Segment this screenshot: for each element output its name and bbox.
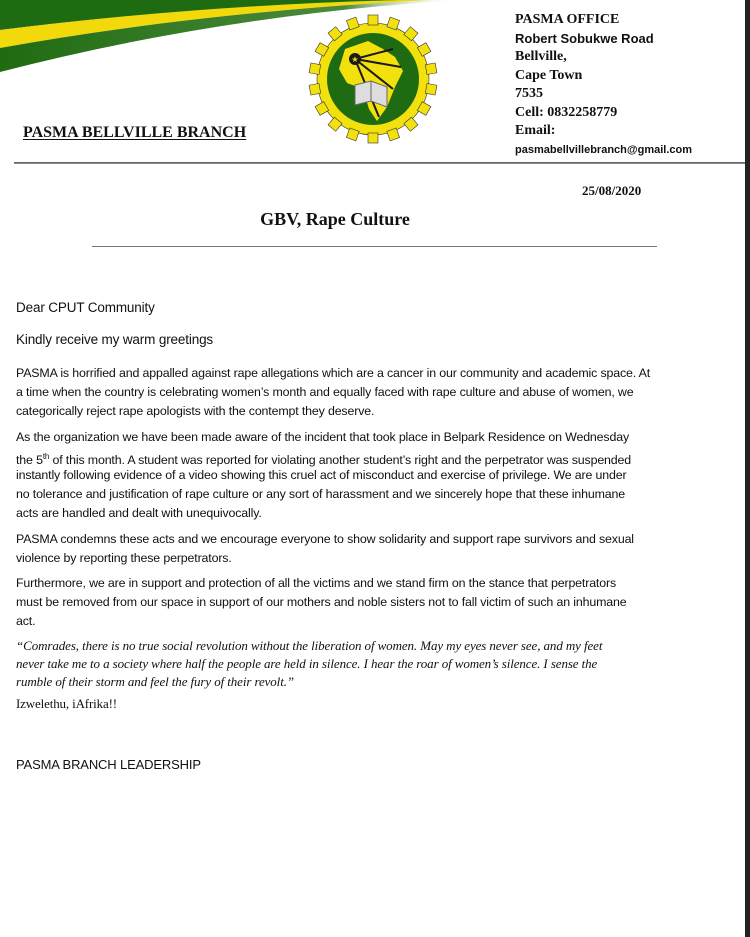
text-line: As the organization we have been made aware of the incident that took place in Belpark Residence on Wednesday (16, 430, 629, 444)
text-line: no tolerance and justification of rape culture or any sort of harassment and we sincerely hope that these inhumane (16, 487, 625, 501)
address-suburb: Bellville, (515, 49, 567, 64)
letter-date: 25/08/2020 (582, 183, 642, 198)
text-line: PASMA condemns these acts and we encourage everyone to show solidarity and support rape survivors and sexual (16, 532, 634, 546)
address-postal-code: 7535 (515, 86, 543, 101)
office-address (515, 11, 692, 159)
text-line: “Comrades, there is no true social revolution without the liberation of women. May my eyes never see, and my feet (16, 638, 603, 653)
ordinal-suffix: th (42, 452, 50, 461)
email-address[interactable]: pasmabellvillebranch@gmail.com (515, 143, 693, 156)
office-title: PASMA OFFICE (515, 12, 620, 27)
paragraph-3 (16, 530, 634, 568)
text-line: PASMA is horrified and appalled against rape allegations which are a cancer in our community and academic space. At (16, 366, 651, 380)
text-line: never take me to a society where half the people are held in silence. I hear the roar of women’s silence. I sense the (16, 656, 598, 671)
text-line: Furthermore, we are in support and protection of all the victims and we stand firm on the stance that perpetrators (16, 576, 616, 590)
quote (16, 637, 602, 691)
text-line: categorically reject rape apologists with the contempt they deserve. (16, 404, 375, 418)
closing: Izwelethu, iAfrika!! (16, 696, 117, 711)
text-line: instantly following evidence of a video showing this cruel act of misconduct and exercise of privilege. We are under (16, 468, 627, 482)
text-line: acts are handled and dealt with unequivocally. (16, 506, 262, 520)
paragraph-4 (16, 574, 626, 631)
greeting: Kindly receive my warm greetings (16, 332, 214, 347)
signature: PASMA BRANCH LEADERSHIP (16, 757, 201, 772)
text-line: a time when the country is celebrating women’s month and equally faced with rape culture and abuse of women, we (16, 385, 634, 399)
address-street: Robert Sobukwe Road (515, 30, 654, 46)
text-line: rumble of their storm and feel the fury of their revolt.” (16, 674, 294, 689)
pasma-logo (308, 14, 438, 144)
text-line: act. (16, 614, 36, 628)
salutation: Dear CPUT Community (16, 300, 155, 315)
paragraph-1 (16, 364, 650, 421)
header-divider (14, 162, 750, 164)
branch-name: PASMA BELLVILLE BRANCH (23, 124, 247, 141)
letter-title: GBV, Rape Culture (260, 209, 410, 229)
title-divider (92, 246, 657, 247)
text-line (16, 447, 631, 466)
text-span: of this month. A student was reported for violating another student’s right and the perpetrator was suspended (49, 453, 632, 468)
text-span: the 5 (16, 453, 43, 468)
address-city: Cape Town (515, 67, 583, 83)
text-line: must be removed from our space in support of our mothers and noble sisters not to fall victim of such an inhumane (16, 595, 627, 609)
paragraph-2 (16, 428, 631, 523)
text-line: violence by reporting these perpetrators. (16, 551, 232, 565)
svg-text:★: ★ (351, 55, 359, 64)
email-label: Email: (515, 123, 556, 138)
cell-number: Cell: 0832258779 (515, 104, 618, 120)
page-edge (745, 0, 750, 937)
